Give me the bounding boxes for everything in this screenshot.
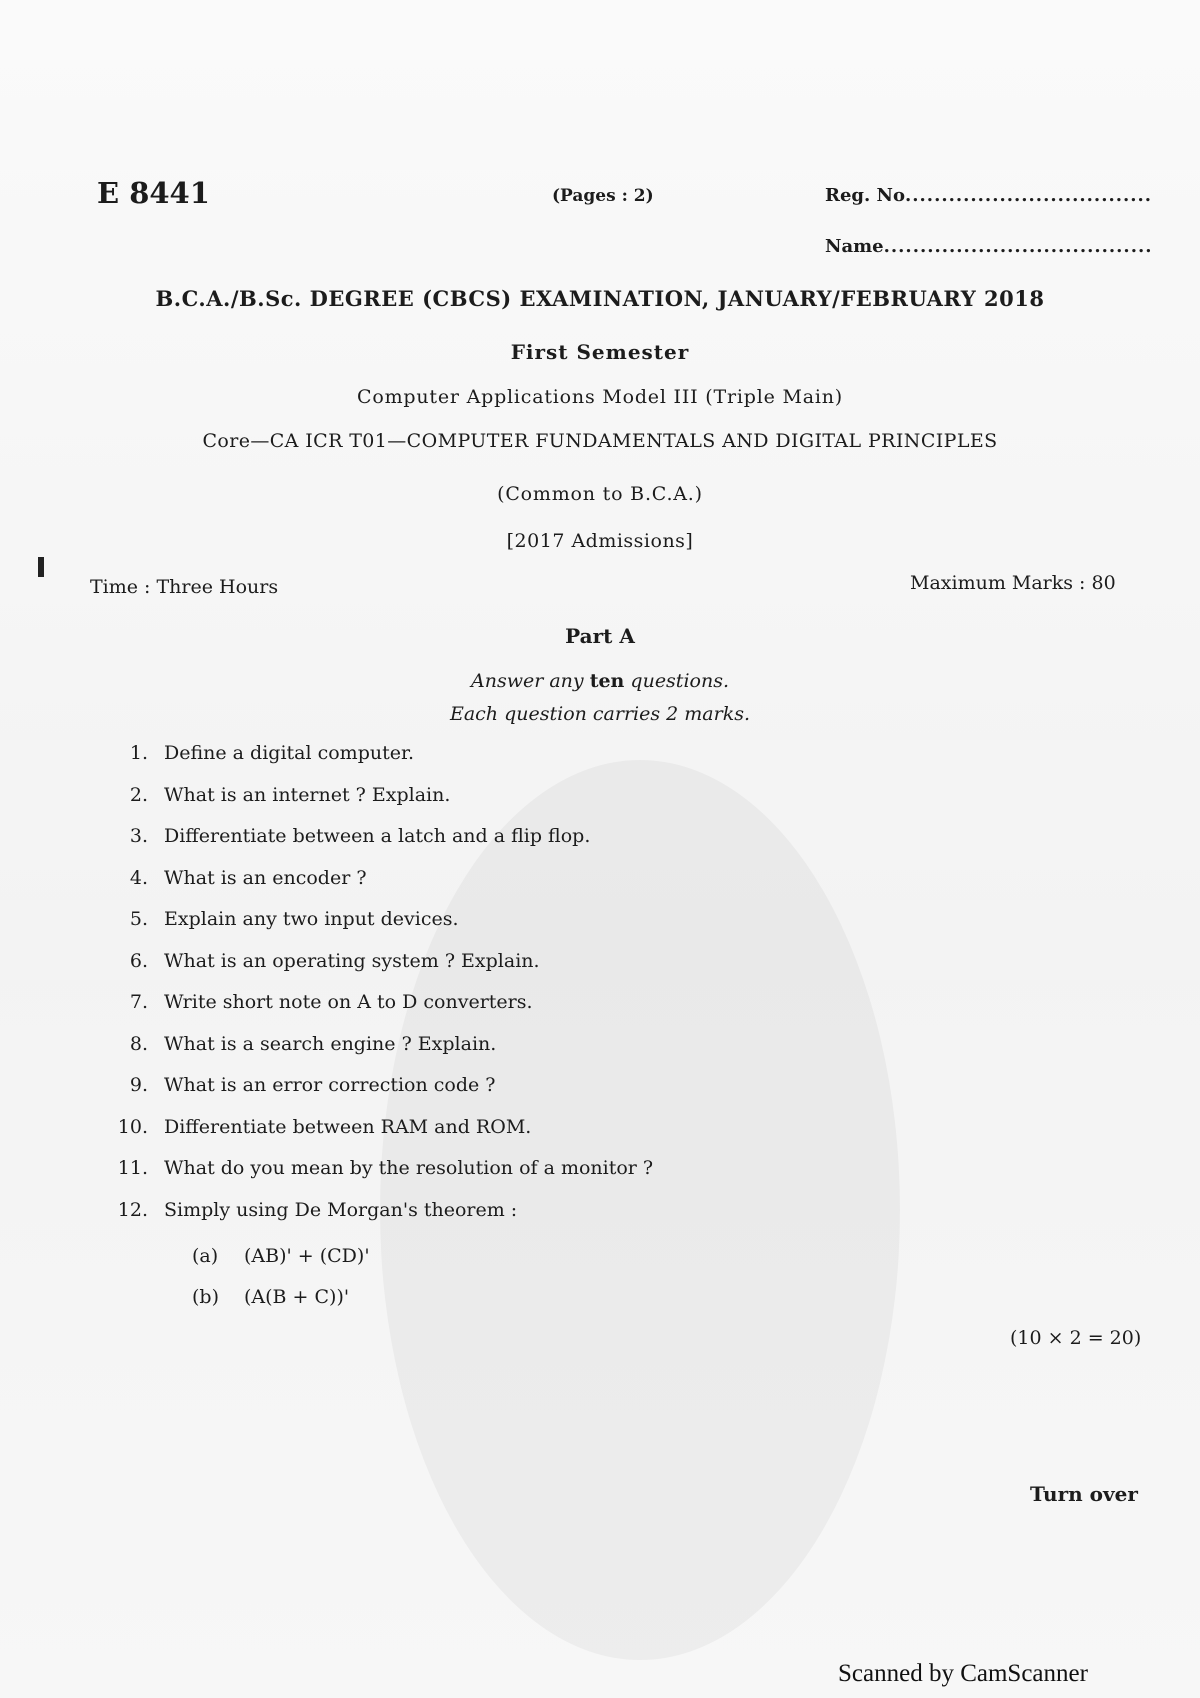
- question-item: [104, 784, 1004, 826]
- part-a-title: Part A: [565, 624, 635, 648]
- margin-mark: [38, 557, 44, 577]
- sub-question-a: [192, 1245, 370, 1267]
- question-number: 1.: [129, 742, 148, 764]
- question-text: Differentiate between RAM and ROM.: [164, 1115, 532, 1138]
- sub-question-label: (a): [192, 1245, 219, 1267]
- question-text: Explain any two input devices.: [164, 908, 459, 930]
- time-allowed: Time : Three Hours: [90, 576, 279, 598]
- instruction-answer: [0, 670, 1200, 692]
- page-count: (Pages : 2): [552, 186, 654, 206]
- question-number: 12.: [117, 1198, 148, 1221]
- name-dots: .....................................: [883, 236, 1153, 257]
- question-text: Differentiate between a latch and a flip flop.: [164, 825, 591, 847]
- marks-tally: (10 × 2 = 20): [1010, 1327, 1142, 1349]
- sub-question-b: [192, 1286, 349, 1308]
- turn-over: Turn over: [1030, 1482, 1138, 1506]
- question-number: 3.: [129, 825, 148, 847]
- question-item: [104, 1116, 1004, 1158]
- question-text: What do you mean by the resolution of a monitor ?: [164, 1157, 654, 1179]
- semester: First Semester: [510, 340, 690, 364]
- question-number: 6.: [129, 949, 148, 972]
- question-text: What is an error correction code ?: [164, 1074, 496, 1096]
- question-item: [104, 1157, 1004, 1199]
- name-field: [825, 236, 1153, 257]
- question-item: [104, 867, 1004, 909]
- question-list: [104, 742, 1004, 1240]
- instruction-pre: Answer any: [471, 670, 590, 692]
- question-number: 9.: [129, 1074, 148, 1096]
- sub-question-label: (b): [192, 1286, 219, 1308]
- question-text: Simply using De Morgan's theorem :: [164, 1198, 518, 1221]
- question-text: Define a digital computer.: [164, 742, 415, 764]
- question-item: [104, 742, 1004, 784]
- question-number: 8.: [129, 1032, 148, 1055]
- question-text: What is an internet ? Explain.: [164, 783, 451, 806]
- question-text: What is an encoder ?: [164, 866, 367, 889]
- reg-no-dots: ..................................: [905, 185, 1153, 206]
- question-number: 10.: [117, 1115, 148, 1138]
- reg-no-label: Reg. No: [825, 185, 905, 206]
- question-text: Write short note on A to D converters.: [164, 991, 533, 1013]
- maximum-marks: Maximum Marks : 80: [910, 572, 1116, 594]
- question-number: 4.: [129, 866, 148, 889]
- instruction-post: questions.: [624, 670, 729, 692]
- instruction-bold: ten: [589, 670, 625, 692]
- question-number: 2.: [129, 783, 148, 806]
- question-text: What is a search engine ? Explain.: [164, 1032, 497, 1055]
- exam-title: B.C.A./B.Sc. DEGREE (CBCS) EXAMINATION, JANUARY/FEBRUARY 2018: [155, 286, 1045, 311]
- question-item: [104, 991, 1004, 1033]
- name-label: Name: [825, 236, 884, 257]
- question-item: [104, 1199, 1004, 1241]
- question-item: [104, 950, 1004, 992]
- reg-no-field: [825, 185, 1153, 206]
- question-item: [104, 908, 1004, 950]
- question-text: What is an operating system ? Explain.: [164, 949, 540, 972]
- program: Computer Applications Model III (Triple Main): [357, 386, 843, 408]
- instruction-marks: Each question carries 2 marks.: [449, 703, 751, 725]
- sub-question-text: (A(B + C))': [244, 1286, 350, 1308]
- paper-code: E 8441: [97, 176, 210, 210]
- sub-question-text: (AB)' + (CD)': [244, 1245, 370, 1267]
- question-item: [104, 1074, 1004, 1116]
- question-number: 7.: [129, 991, 148, 1013]
- question-item: [104, 825, 1004, 867]
- question-number: 5.: [129, 908, 148, 930]
- question-item: [104, 1033, 1004, 1075]
- course-title: Core—CA ICR T01—COMPUTER FUNDAMENTALS AND DIGITAL PRINCIPLES: [202, 430, 998, 452]
- common-note: (Common to B.C.A.): [497, 483, 703, 505]
- question-number: 11.: [117, 1157, 148, 1179]
- admissions: [2017 Admissions]: [506, 530, 694, 552]
- scanner-watermark: Scanned by CamScanner: [838, 1660, 1088, 1687]
